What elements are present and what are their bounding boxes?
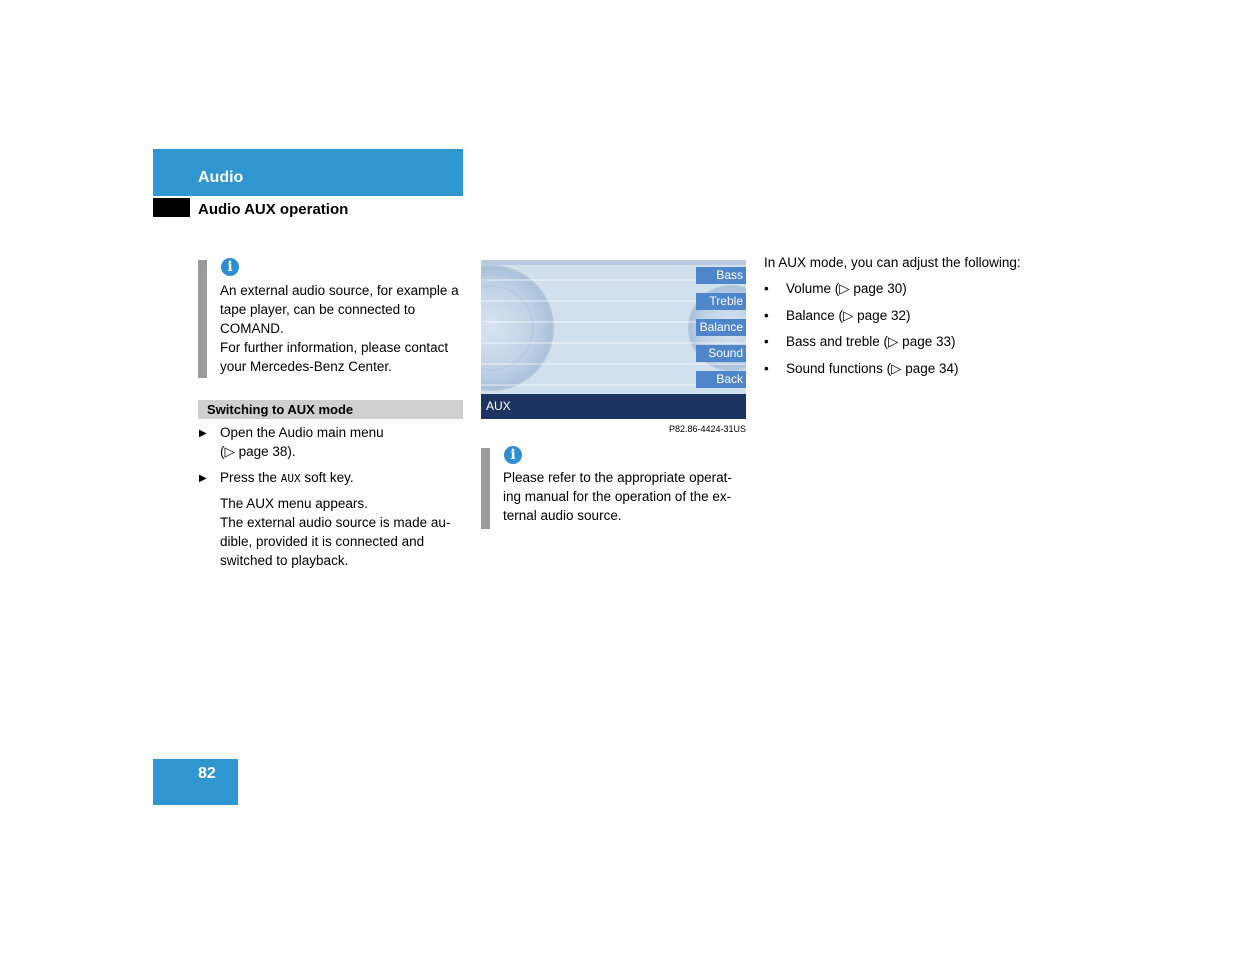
softkey-bass: Bass (696, 267, 746, 284)
bullet-text: Balance (▷ page 32) (786, 308, 911, 323)
step-2 (220, 468, 354, 488)
note-text (220, 281, 465, 376)
step-result (220, 494, 450, 570)
info-icon: i (221, 258, 239, 276)
info-icon: i (504, 446, 522, 464)
bullet-item: • (764, 281, 769, 296)
page-number: 82 (198, 765, 216, 782)
bullet-text: Sound functions (▷ page 34) (786, 361, 959, 376)
bullet-text: Volume (▷ page 30) (786, 281, 907, 296)
step-text: soft key. (300, 470, 354, 485)
note-line: For further information, please contact (220, 340, 449, 355)
right-intro: In AUX mode, you can adjust the following: (764, 255, 1021, 270)
softkey-name: AUX (280, 472, 301, 485)
section-title: Audio (198, 169, 244, 186)
mode-label: AUX (486, 399, 511, 413)
note-line: your Mercedes-Benz Center. (220, 359, 392, 374)
softkey-back: Back (696, 371, 746, 388)
note-text (503, 468, 753, 525)
bullet-item: • (764, 308, 769, 323)
softkey-sound: Sound (696, 345, 746, 362)
result-line: dible, provided it is connected and (220, 534, 425, 549)
note-line: COMAND. (220, 321, 284, 336)
step-1 (220, 423, 384, 461)
screen-status-bar (481, 394, 746, 419)
bullet-item: • (764, 334, 769, 349)
bullet-item: • (764, 361, 769, 376)
softkey-balance: Balance (696, 319, 746, 336)
aux-screen-image (481, 260, 746, 419)
bullet-text: Bass and treble (▷ page 33) (786, 334, 956, 349)
step-line: (▷ page 38). (220, 444, 296, 459)
section-heading-text: Switching to AUX mode (207, 402, 354, 417)
section-heading (198, 400, 463, 419)
note-line: ternal audio source. (503, 508, 622, 523)
result-line: The external audio source is made au- (220, 515, 451, 530)
result-line: switched to playback. (220, 553, 349, 568)
note-bar (198, 260, 207, 378)
subsection-title: Audio AUX operation (198, 201, 349, 218)
step-line: Open the Audio main menu (220, 425, 384, 440)
step-text: Press the (220, 470, 281, 485)
image-caption: P82.86-4424-31US (669, 424, 747, 434)
result-line: The AUX menu appears. (220, 496, 368, 511)
page-number-box (153, 759, 238, 805)
step-arrow-icon: ▶ (199, 473, 207, 484)
step-arrow-icon: ▶ (199, 428, 207, 439)
note-line: An external audio source, for example a (220, 283, 459, 298)
note-line: tape player, can be connected to (220, 302, 416, 317)
subsection-marker (153, 198, 190, 217)
note-bar (481, 448, 490, 529)
softkey-treble: Treble (696, 293, 746, 310)
note-line: ing manual for the operation of the ex- (503, 489, 732, 504)
note-line: Please refer to the appropriate operat- (503, 470, 732, 485)
